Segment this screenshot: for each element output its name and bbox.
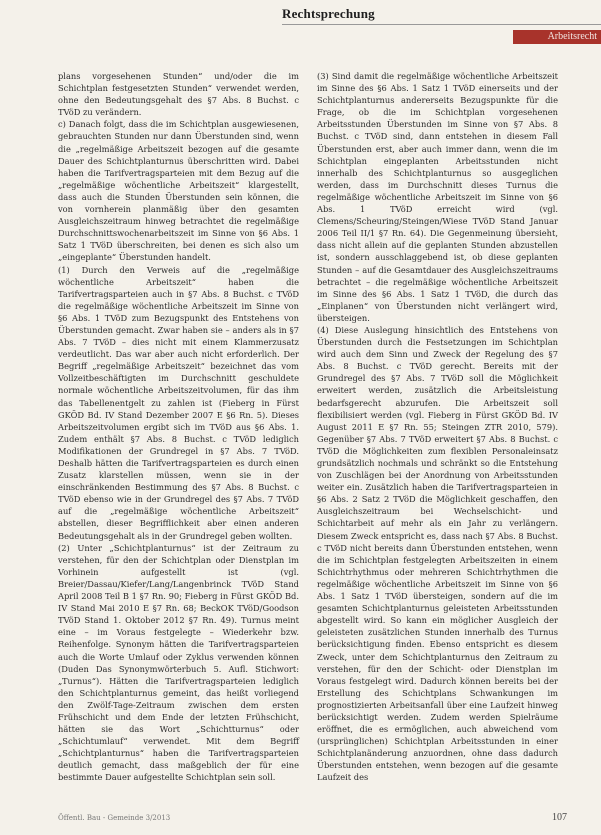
paragraph: (2) Unter „Schichtplanturnus“ ist der Zeitraum zu verstehen, für den der Schichtplan oder Dienstplan im Vorhinein aufgestellt ist (vgl. Breier/Dassau/Kiefer/Lang/Langenbrinck TVöD Stand April 2008 Teil B 1 §7 Rn. 90; Fieberg in Fürst GKÖD Bd. IV Stand Mai 2010 E §7 Rn. 68; BeckOK TVöD/Goodson TVöD Stand 1. Oktober 2012 §7 Rn. 49). Turnus meint eine – im Voraus festgelegte – Wiederkehr bzw. Reihenfolge. Synonym hätten die Tarifvertragsparteien auch die Worte Umlauf oder Zyklus verwenden können (Duden Das Synonymwörterbuch 5. Aufl. Stichwort: „Turnus“). Hätten die Tarifvertragsparteien lediglich den Schichtplanturnus gemeint, das heißt vorliegend den Zwölf-Tage-Zeitraum zwischen dem ersten Frühschicht und dem Ende der letzten Frühschicht, hätten sie das Wort „Schichtturnus“ oder „Schichtumlauf“ verwendet. Mit dem Begriff „Schichtplanturnus“ haben die Tarifvertragsparteien deutlich gemacht, dass maßgeblich der für eine bestimmte Dauer aufgestellte Schichtplan sein soll. bbox=[58, 542, 299, 783]
paragraph: (1) Durch den Verweis auf die „regelmäßige wöchentliche Arbeitszeit“ haben die Tarifvertragsparteien auch in §7 Abs. 8 Buchst. c TVöD die regelmäßige wöchentliche Arbeitszeit im Sinne von §6 Abs. 1 TVöD zum Bezugspunkt des Entstehens von Überstunden gemacht. Zwar haben sie – anders als in §7 Abs. 7 TVöD – dies nicht mit einem Klammerzusatz verdeutlicht. Das war aber auch nicht erforderlich. Der Begriff „regelmäßige Arbeitszeit“ bezeichnet das vom Vollzeitbeschäftigten im Durchschnitt geschuldete normale wöchentliche Arbeitszeitvolumen, für das ihm das Tabellenentgelt zu zahlen ist (Fieberg in Fürst GKÖD Bd. IV Stand Dezember 2007 E §6 Rn. 5). Dieses Arbeitszeitvolumen ergibt sich im TVöD aus §6 Abs. 1. Zudem enthält §7 Abs. 8 Buchst. c TVöD lediglich Modifikationen der Grundregel in §7 Abs. 7 TVöD. Deshalb hätten die Tarifvertragsparteien es durch einen Zusatz klarstellen müssen, wenn sie in der einschränkenden Bestimmung des §7 Abs. 8 Buchst. c TVöD ebenso wie in der Grundregel des §7 Abs. 7 TVöD auf die „regelmäßige wöchentliche Arbeitszeit“ abstellen, dieser Begrifflichkeit aber einen anderen Bedeutungsgehalt als in der Grundregel geben wollten. bbox=[58, 264, 299, 541]
running-header bbox=[282, 6, 601, 46]
section-title: Rechtsprechung bbox=[282, 6, 375, 21]
footer-source: Öffentl. Bau ‑ Gemeinde 3/2013 bbox=[58, 814, 171, 822]
paragraph: plans vorgesehenen Stunden“ und/oder die im Schichtplan festgesetzten Stunden“ verwendet werden, ohne den Bedeutungsgehalt des §7 Abs. 8 Buchst. c TVöD zu verändern. bbox=[58, 71, 299, 118]
paragraph: (4) Diese Auslegung hinsichtlich des Entstehens von Überstunden durch die Festsetzungen im Schichtplan wird auch dem Sinn und Zweck der Regelung des §7 Abs. 8 Buchst. c TVöD gerecht. Bereits mit der Grundregel des §7 Abs. 7 TVöD soll die Möglichkeit erweitert werden, zusätzlich die Arbeitsleistung bedarfsgerecht abzurufen. Die Arbeitszeit soll flexibilisiert werden (vgl. Fieberg in Fürst GKÖD Bd. IV August 2011 E §7 Rn. 55; Steingen ZTR 2010, 579). Gegenüber §7 Abs. 7 TVöD erweitert §7 Abs. 8 Buchst. c TVöD die Möglichkeiten zum flexiblen Personaleinsatz grundsätzlich nochmals und schränkt so die Entstehung von Zuschlägen bei der Anordnung von Arbeitsstunden weiter ein. Zusätzlich haben die Tarifvertragsparteien in §6 Abs. 2 Satz 2 TVöD die Möglichkeit geschaffen, den Ausgleichszeitraum bei Wechselschicht- und Schichtarbeit auf mehr als ein Jahr zu verlängern. Diesem Zweck entspricht es, dass nach §7 Abs. 8 Buchst. c TVöD nicht bereits dann Überstunden entstehen, wenn die im Schichtplan festgelegten Arbeitszeiten in einem Schichtrhythmus oder mehreren Schichtrhythmen die regelmäßige wöchentliche Arbeitszeit im Sinne von §6 Abs. 1 Satz 1 TVöD übersteigen, sondern auf die im gesamten Schichtplanturnus geleisteten Arbeitsstunden abgestellt wird. So kann ein möglicher Ausgleich der geleisteten zusätzlichen Stunden innerhalb des Turnus berücksichtigung finden. Ebenso entspricht es diesem Zweck, unter dem Schichtplanturnus den Zeitraum zu verstehen, für den der Schicht- oder Dienstplan im Voraus festgelegt wird. Dadurch können bereits bei der Erstellung des Schichtplans Schwankungen im prognostizierten Arbeitsanfall über eine Laufzeit hinweg berücksichtigt werden. Zudem werden Spielräume eröffnet, die es ermöglichen, auch abweichend vom (ursprünglichen) Schichtplan Arbeitsstunden in einer Schichtplanänderung anzuordnen, ohne dass dadurch Überstunden entstehen, wenn bezogen auf die gesamte Laufzeit des bbox=[317, 324, 558, 783]
page-number: 107 bbox=[552, 812, 567, 823]
page-footer bbox=[58, 812, 567, 826]
left-column bbox=[58, 70, 299, 783]
section-tag: Arbeitsrecht bbox=[513, 30, 601, 44]
paragraph: c) Danach folgt, dass die im Schichtplan ausgewiesenen, gebrauchten Stunden nur dann Überstunden sind, wenn die „regelmäßige Arbeitszeit bezogen auf die gesamte Dauer des Schichtplanturnus überschritten wird. Dabei haben die Tarifvertragsparteien mit dem Bezug auf die „regelmäßige wöchentliche Arbeitszeit“ klargestellt, dass auch die Stunden Überstunden sein können, die von vornherein planmäßig über den gesamten Ausgleichszeitraum hinweg betrachtet die regelmäßige Durchschnittswochenarbeitszeit im Sinne von §6 Abs. 1 Satz 1 TVöD überschreiten, bei denen es sich also um „eingeplante“ Überstunden handelt. bbox=[58, 119, 299, 263]
right-column bbox=[317, 70, 558, 783]
paragraph: (3) Sind damit die regelmäßige wöchentliche Arbeitszeit im Sinne des §6 Abs. 1 Satz 1 TVöD einerseits und der Schichtplanturnus andererseits Bezugspunkte für die Frage, ob die im Schichtplan vorgesehenen Arbeitsstunden Überstunden im Sinne von §7 Abs. 8 Buchst. c TVöD sind, dann entstehen in diesem Fall Überstunden erst, aber auch immer dann, wenn die im Schichtplan eingeplanten Arbeitsstunden nicht innerhalb des Schichtplanturnus so ausgeglichen werden, dass im Durchschnitt dieses Turnus die regelmäßige wöchentliche Arbeitszeit im Sinne von §6 Abs. 1 TVöD erreicht wird (vgl. Clemens/Scheuring/Steingen/Wiese TVöD Stand Januar 2006 Teil II/1 §7 Rn. 64). Die Gegenmeinung übersieht, dass nicht allein auf die geplanten Stunden abzustellen ist, sondern ausschlaggebend ist, ob diese geplanten Stunden – auf die Gesamtdauer des Ausgleichszeitraums betrachtet – die regelmäßige wöchentliche Arbeitszeit im Sinne des §6 Abs. 1 Satz 1 TVöD, die durch das „Einplanen“ von Überstunden nicht verlängert wird, übersteigen. bbox=[317, 71, 558, 323]
header-rule bbox=[282, 24, 601, 25]
